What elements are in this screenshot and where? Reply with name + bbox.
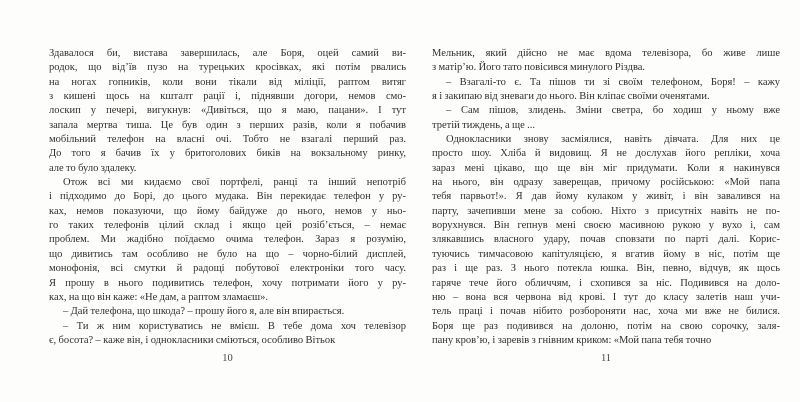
text-line: Мельник, який дійсно не має вдома телевізора, бо живе лише [432,48,780,59]
text-line: на ногах гопників, коли вони тікали від міліції, раптом витяг [49,76,406,88]
text-line: туючись тимчасовою капітуляцією, я вгатив йому в ніс, потім ще [432,248,780,260]
text-line: До того я бачив їх у бритоголових биків на вокзальному ринку, [49,148,406,160]
text-line: раз і ще раз. З нього потекла юшка. Він, певно, відчув, як щось [432,263,780,275]
text-line: – Сам пішов, злидень. Зміни светра, бо ходиш у ньому вже [446,105,780,117]
text-line: Боря ще раз подивився на долоню, потім на свою сорочку, заля- [432,320,780,332]
text-line: Я прошу в нього подивитись телефон, хочу потримати його у ру- [49,277,406,289]
text-line: родок, що від’їв пузо на турецьких кросівках, які потім рвались [49,62,406,74]
text-line: – Взагалі-то є. Та пішов ти зі своїм телефоном, Боря! – кажу [446,76,780,88]
text-line: лоскип у печері, вигукнув: «Дивіться, що я маю, пацани». І тут [49,105,406,117]
text-line: і підходимо до Борі, до цього мудака. Він перекидає телефон у ру- [49,191,406,203]
text-line: ню – вона вся червона від крові. І тут до класу залетів наш учи- [432,291,780,303]
text-line: злякавшись власного удару, почав сповзати по парті далі. Корис- [432,234,780,246]
text-line: – Дай телефона, що шкода? – прошу його я, але він впирається. [63,306,345,318]
text-line: го таких телефонів цілий склад і якщо цей розіб’ється, – немає [49,220,406,232]
text-line: але то було здалеку. [49,162,137,174]
text-line: мобільний телефон на власні очі. Тобто не взагалі перший раз. [49,134,406,146]
text-line: Здавалося би, вистава завершилась, але Боря, оцей самий ви- [49,48,406,59]
text-line: ворухнувся. Він гепнув мені своєю масивною рукою у вухо і, сам [432,220,780,232]
text-line: пану кров’ю, і заревів з гнівним криком: «Мой папа тебя точно [432,334,712,346]
right-page-number: 11 [600,353,612,364]
text-line: з кишені щось на кшталт рації і, піднявши догори, немов смо- [49,91,406,103]
left-page-text [49,47,406,348]
text-line: просто шоу. Хліба й видовищ. Я не дослухав його репліки, хоча [432,148,780,160]
text-line: я і закипаю від зневаги до нього. Він кліпає своїми оченятами. [432,91,710,103]
text-line: третій тиждень, а ще ... [432,119,536,131]
text-line: ках, немов показуючи, що йому байдуже до нього, немов у ньо- [49,205,406,217]
text-line: ках, на що він каже: «Не дам, а раптом зламаєш». [49,291,268,303]
text-line: Однокласники знову засміялися, навіть дівчата. Для них це [446,134,780,146]
text-line: гаряче тече його обличчям, і схопився за ніс. Подивився на доло- [432,277,780,289]
left-page-number: 10 [222,353,233,364]
text-line: парту, зачепивши мене за собою. Ніхто з присутніх навіть не по- [432,205,780,217]
text-line: тебя парвьот!». Я дав йому кулаком у живіт, і він завалився на [432,191,780,203]
text-line: Отож всі ми кидаємо свої портфелі, ранці та інший непотріб [63,177,406,189]
text-line: тель праці і почав нібито розбороняти нас, хоча ми вже не билися. [432,306,780,318]
text-line: зараз мені цікаво, що ще він міг придумати. Коли я накинувся [432,162,780,174]
text-line: що дивитись там особливо не було на що – чорно-білий дисплей, [49,248,406,260]
text-line: з матір’ю. Його тато повісився минулого Різдва. [432,62,646,74]
text-line: проблем. Ми жадібно поїдаємо очима телефон. Зараз я розумію, [49,234,406,246]
text-line: запала мертва тиша. Це був один з перших разів, коли я побачив [49,119,406,131]
text-line: є, босота? – каже він, і однокласники сміються, особливо Вітьок [49,334,336,346]
right-page-text [432,47,780,348]
text-line: – Ти ж ним користуватись не вмієш. В тебе дома хоч телевізор [63,320,406,332]
text-line: монофонія, всі смутки й радощі побутової електроніки того часу. [49,263,406,275]
text-line: на нього, він одразу заверещав, причому російською: «Мой папа [432,177,780,189]
